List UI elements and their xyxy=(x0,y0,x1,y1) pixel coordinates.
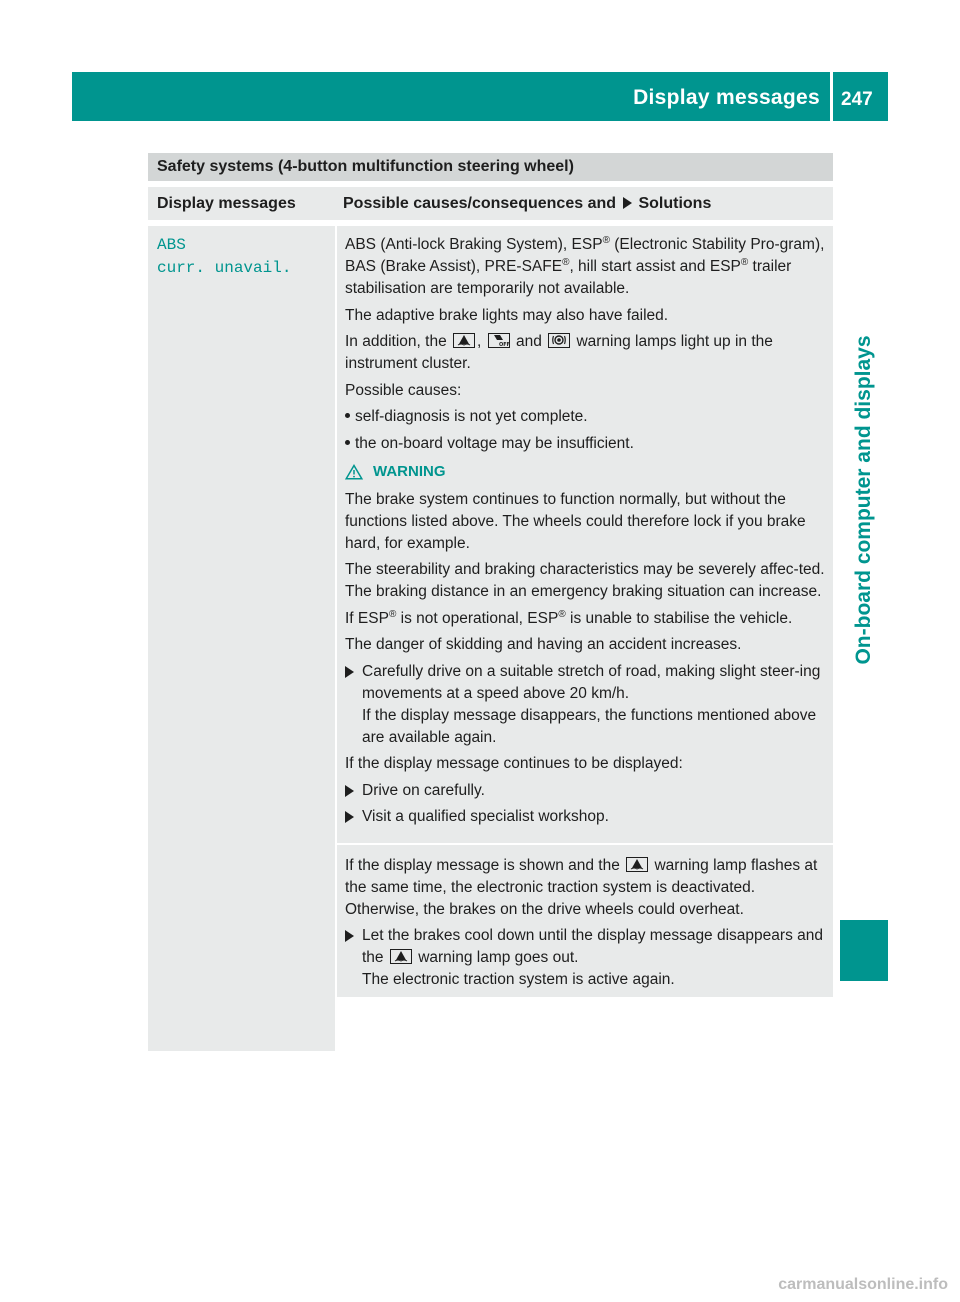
text: If ESP xyxy=(345,609,389,627)
warning-text: The danger of skidding and having an accident increases. xyxy=(345,636,742,653)
paragraph: If the display message continues to be displayed: xyxy=(345,755,683,772)
table-title: Safety systems (4-button multifunction steering wheel) xyxy=(148,153,833,181)
step-item xyxy=(345,780,828,802)
side-tab-marker xyxy=(840,920,888,981)
text: Drive on carefully. xyxy=(362,781,485,799)
step-item xyxy=(345,806,828,828)
text: In addition, the xyxy=(345,333,447,350)
column-header-causes-solutions xyxy=(335,187,833,220)
registered-mark: ® xyxy=(558,608,566,620)
display-message-cell xyxy=(148,226,335,1051)
text: is unable to stabilise the vehicle. xyxy=(565,609,793,627)
warning-text: The brake system continues to function normally, but without the functions listed above. The wheels could therefore lock if you brake hard, for example. xyxy=(345,490,806,552)
column-header-solutions: Solutions xyxy=(638,195,712,212)
page-number: 247 xyxy=(841,89,873,110)
header-title: Display messages xyxy=(633,86,820,109)
causes-solutions-column xyxy=(337,226,833,1051)
display-message-line1: ABS xyxy=(157,236,186,254)
side-tab-title: On-board computer and displays xyxy=(852,335,875,665)
list-item xyxy=(345,406,828,428)
step-arrow-icon xyxy=(345,666,354,678)
paragraph-warning-lamps xyxy=(345,331,828,375)
text: and xyxy=(515,333,542,350)
text: warning lamps light up in the instrument cluster. xyxy=(345,333,773,372)
text: ABS (Anti-lock Braking System), ESP xyxy=(345,236,603,253)
text: self-diagnosis is not yet complete. xyxy=(355,408,588,425)
step-arrow-icon xyxy=(345,811,354,823)
registered-mark: ® xyxy=(740,257,749,268)
text: Let the brakes cool down until the display message disappears and the xyxy=(362,927,823,966)
esp-off-warning-lamp-icon xyxy=(488,333,510,348)
text: Carefully drive on a suitable stretch of road, making slight steer-ing movements at a speed above 20 km/h. xyxy=(362,662,821,702)
text: (Electronic Stability Pro-gram), BAS (Brake Assist), PRE-SAFE xyxy=(345,236,825,275)
watermark: carmanualsonline.info xyxy=(778,1276,948,1293)
step-arrow-icon xyxy=(345,785,354,797)
column-header-display-messages: Display messages xyxy=(157,195,296,212)
header-bar xyxy=(72,72,888,121)
header-separator xyxy=(830,72,833,121)
text: , hill start assist and ESP xyxy=(569,258,741,275)
skid-warning-lamp-icon xyxy=(453,333,475,348)
text: is not operational, ESP xyxy=(396,609,559,627)
text: warning lamp flashes at the same time, the electronic traction system is deactivated. Otherwise, the brakes on the drive wheels could overheat. xyxy=(345,856,818,918)
registered-mark: ® xyxy=(602,235,610,246)
safety-systems-table xyxy=(148,153,833,1051)
warning-text: The steerability and braking characteristics may be severely affec-ted. The braking distance in an emergency braking situation can increase. xyxy=(345,561,825,600)
causes-solutions-cell-1 xyxy=(337,226,833,843)
brake-warning-lamp-icon xyxy=(548,333,570,348)
column-header-causes: Possible causes/consequences and xyxy=(343,195,617,212)
text xyxy=(362,925,828,969)
paragraph-possible-causes: Possible causes: xyxy=(345,381,462,399)
text: trailer stabilisation are temporarily not available. xyxy=(345,258,792,297)
table-row xyxy=(148,226,833,1051)
warning-triangle-icon xyxy=(345,464,363,480)
step-item xyxy=(345,661,828,749)
list-item xyxy=(345,433,828,455)
solution-arrow-icon xyxy=(623,197,632,209)
svg-text:OFF: OFF xyxy=(498,342,510,348)
text: If the display message disappears, the functions mentioned above are available again. xyxy=(362,706,817,746)
text: the on-board voltage may be insufficient. xyxy=(355,434,634,452)
paragraph-traction-system xyxy=(345,855,828,921)
skid-warning-lamp-icon xyxy=(626,857,648,872)
warning-label: WARNING xyxy=(373,462,446,480)
table-header-row xyxy=(148,187,833,220)
warning-text xyxy=(345,608,828,630)
text: If the display message is shown and the xyxy=(345,856,620,874)
paragraph-systems-unavailable xyxy=(345,234,828,300)
text: The electronic traction system is active again. xyxy=(362,971,675,988)
skid-warning-lamp-icon xyxy=(390,949,412,964)
text: Visit a qualified specialist workshop. xyxy=(362,808,609,825)
text: warning lamp goes out. xyxy=(418,949,579,966)
causes-solutions-cell-2 xyxy=(337,845,833,997)
paragraph-brake-lights: The adaptive brake lights may also have failed. xyxy=(345,306,669,324)
text: , xyxy=(477,333,482,350)
warning-heading xyxy=(345,461,828,483)
step-item xyxy=(345,925,828,991)
registered-mark: ® xyxy=(562,257,570,268)
step-arrow-icon xyxy=(345,930,354,942)
registered-mark: ® xyxy=(388,608,397,620)
display-message-line2: curr. unavail. xyxy=(157,259,292,277)
